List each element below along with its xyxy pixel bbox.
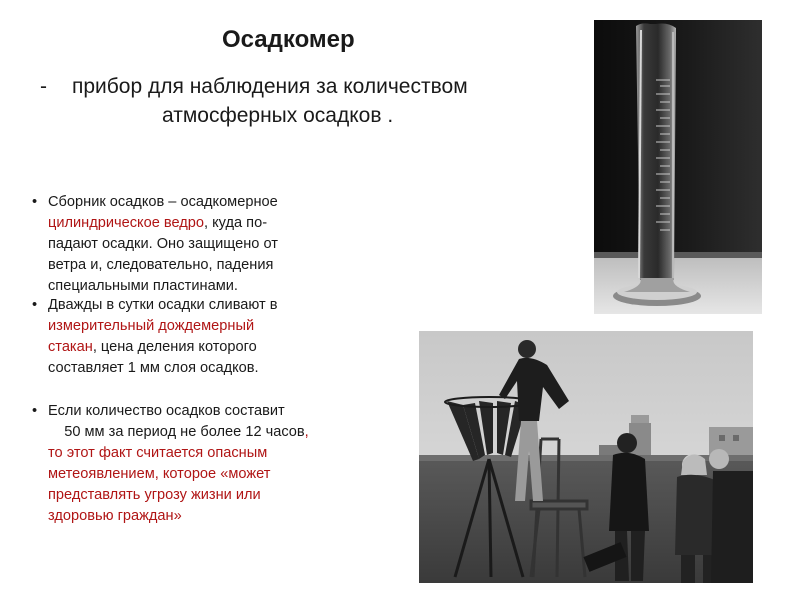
bullet-line: цилиндрическое ведро, куда по- [48, 215, 268, 231]
bullet-line: Дважды в сутки осадки сливают в [48, 297, 278, 313]
bullet-line: составляет 1 мм слоя осадков. [48, 360, 259, 376]
bullet-line: измерительный дождемерный [48, 318, 255, 334]
slide-title: Осадкомер [222, 26, 355, 53]
bullet-line: представлять угрозу жизни или [48, 487, 261, 503]
measuring-cylinder-photo [594, 20, 762, 314]
bullet-marker: • [32, 297, 38, 313]
bullet-line: Сборник осадков – осадкомерное [48, 194, 278, 210]
bullet-line: падают осадки. Оно защищено от [48, 236, 278, 252]
bullet-text [48, 295, 388, 379]
bullet-line: ветра и, следовательно, падения [48, 257, 274, 273]
bullet-marker: • [32, 194, 38, 210]
subtitle-line-1: прибор для наблюдения за количеством [72, 75, 468, 98]
bullet-line: специальными пластинами. [48, 278, 238, 294]
bullet-line: 50 мм за период не более 12 часов, [48, 424, 309, 440]
bullet-line: то этот факт считается опасным [48, 445, 268, 461]
highlight-text: цилиндрическое ведро [48, 215, 205, 231]
subtitle-dash: - [40, 75, 47, 98]
subtitle-line-2: атмосферных осадков . [162, 104, 394, 127]
field-rain-gauge-photo [419, 331, 753, 583]
bullet-line: стакан, цена деления которого [48, 339, 257, 355]
highlight-text: стакан [48, 339, 93, 355]
bullet-text [48, 192, 388, 297]
bullet-line: метеоявлением, которое «может [48, 466, 271, 482]
bullet-text [48, 401, 388, 527]
bullet-marker: • [32, 403, 38, 419]
bullet-line: здоровью граждан» [48, 508, 182, 524]
bullet-line: Если количество осадков составит [48, 403, 285, 419]
